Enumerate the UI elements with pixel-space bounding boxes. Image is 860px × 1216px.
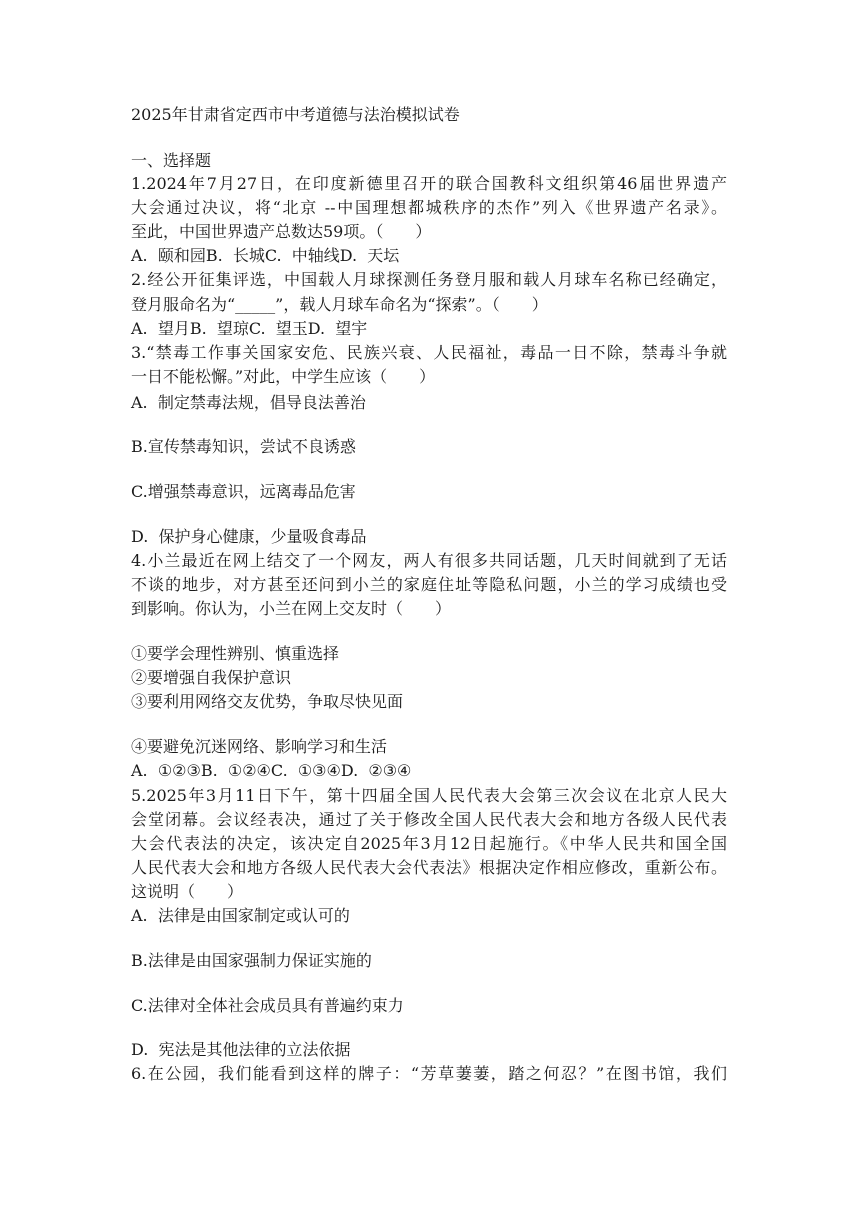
q3-option-d: D. 保护身心健康，少量吸食毒品	[131, 527, 367, 546]
q5-option-d: D. 宪法是其他法律的立法依据	[131, 1040, 351, 1059]
q3-option-c: C.增强禁毒意识，远离毒品危害	[131, 482, 356, 501]
q4-statement-1: ①要学会理性辨别、慎重选择	[131, 644, 340, 663]
q3-option-b: B.宣传禁毒知识，尝试不良诱惑	[131, 437, 356, 456]
q2-options: A. 望月B. 望琼C. 望玉D. 望宇	[131, 319, 368, 338]
q2-stem-line: 2.经公开征集评选，中国载人月球探测任务登月服和载人月球车名称已经确定，	[131, 270, 727, 289]
q4-stem-line: 不谈的地步，对方甚至还问到小兰的家庭住址等隐私问题，小兰的学习成绩也受	[131, 575, 727, 594]
q3-stem-line: 3.“禁毒工作事关国家安危、民族兴衰、人民福祉，毒品一日不除，禁毒斗争就	[131, 343, 727, 362]
q4-stem-line: 到影响。你认为，小兰在网上交友时（ ）	[131, 599, 452, 618]
q5-option-a: A. 法律是由国家制定或认可的	[131, 906, 350, 925]
q5-stem-line: 会堂闭幕。会议经表决，通过了关于修改全国人民代表大会和地方各级人民代表	[131, 810, 727, 829]
q4-statement-3: ③要利用网络交友优势，争取尽快见面	[131, 692, 404, 711]
q1-options: A. 颐和园B. 长城C. 中轴线D. 天坛	[131, 246, 400, 265]
q4-statement-2: ②要增强自我保护意识	[131, 668, 292, 687]
q3-option-a: A. 制定禁毒法规，倡导良法善治	[131, 393, 366, 412]
q6-stem-line: 6.在公园，我们能看到这样的牌子：“芳草萋萋，踏之何忍？”在图书馆，我们	[131, 1064, 727, 1083]
section-heading: 一、选择题	[131, 151, 212, 170]
q1-stem-line: 至此，中国世界遗产总数达59项。（ ）	[131, 222, 432, 241]
q5-stem-line: 大会代表法的决定，该决定自2025年3月12日起施行。《中华人民共和国全国	[131, 834, 727, 853]
q4-options: A. ①②③B. ①②④C. ①③④D. ②③④	[131, 761, 412, 780]
q1-stem-line: 大会通过决议，将“北京 --中国理想都城秩序的杰作”列入《世界遗产名录》。	[131, 198, 727, 217]
q5-stem-line: 5.2025年3月11日下午，第十四届全国人民代表大会第三次会议在北京人民大	[131, 786, 727, 805]
q1-stem-line: 1.2024年7月27日，在印度新德里召开的联合国教科文组织第46届世界遗产	[131, 174, 727, 193]
q2-stem-line: 登月服命名为“_____”，载人月球车命名为“探索”。（ ）	[131, 295, 548, 314]
q5-stem-line: 这说明（ ）	[131, 882, 244, 901]
exam-title: 2025年甘肃省定西市中考道德与法治模拟试卷	[131, 105, 460, 124]
q5-stem-line: 人民代表大会和地方各级人民代表大会代表法》根据决定作相应修改，重新公布。	[131, 858, 727, 877]
q5-option-b: B.法律是由国家强制力保证实施的	[131, 951, 372, 970]
q4-stem-line: 4.小兰最近在网上结交了一个网友，两人有很多共同话题，几天时间就到了无话	[131, 551, 727, 570]
q3-stem-line: 一日不能松懈。”对此，中学生应该（ ）	[131, 367, 436, 386]
q4-statement-4: ④要避免沉迷网络、影响学习和生活	[131, 737, 388, 756]
q5-option-c: C.法律对全体社会成员具有普遍约束力	[131, 996, 404, 1015]
